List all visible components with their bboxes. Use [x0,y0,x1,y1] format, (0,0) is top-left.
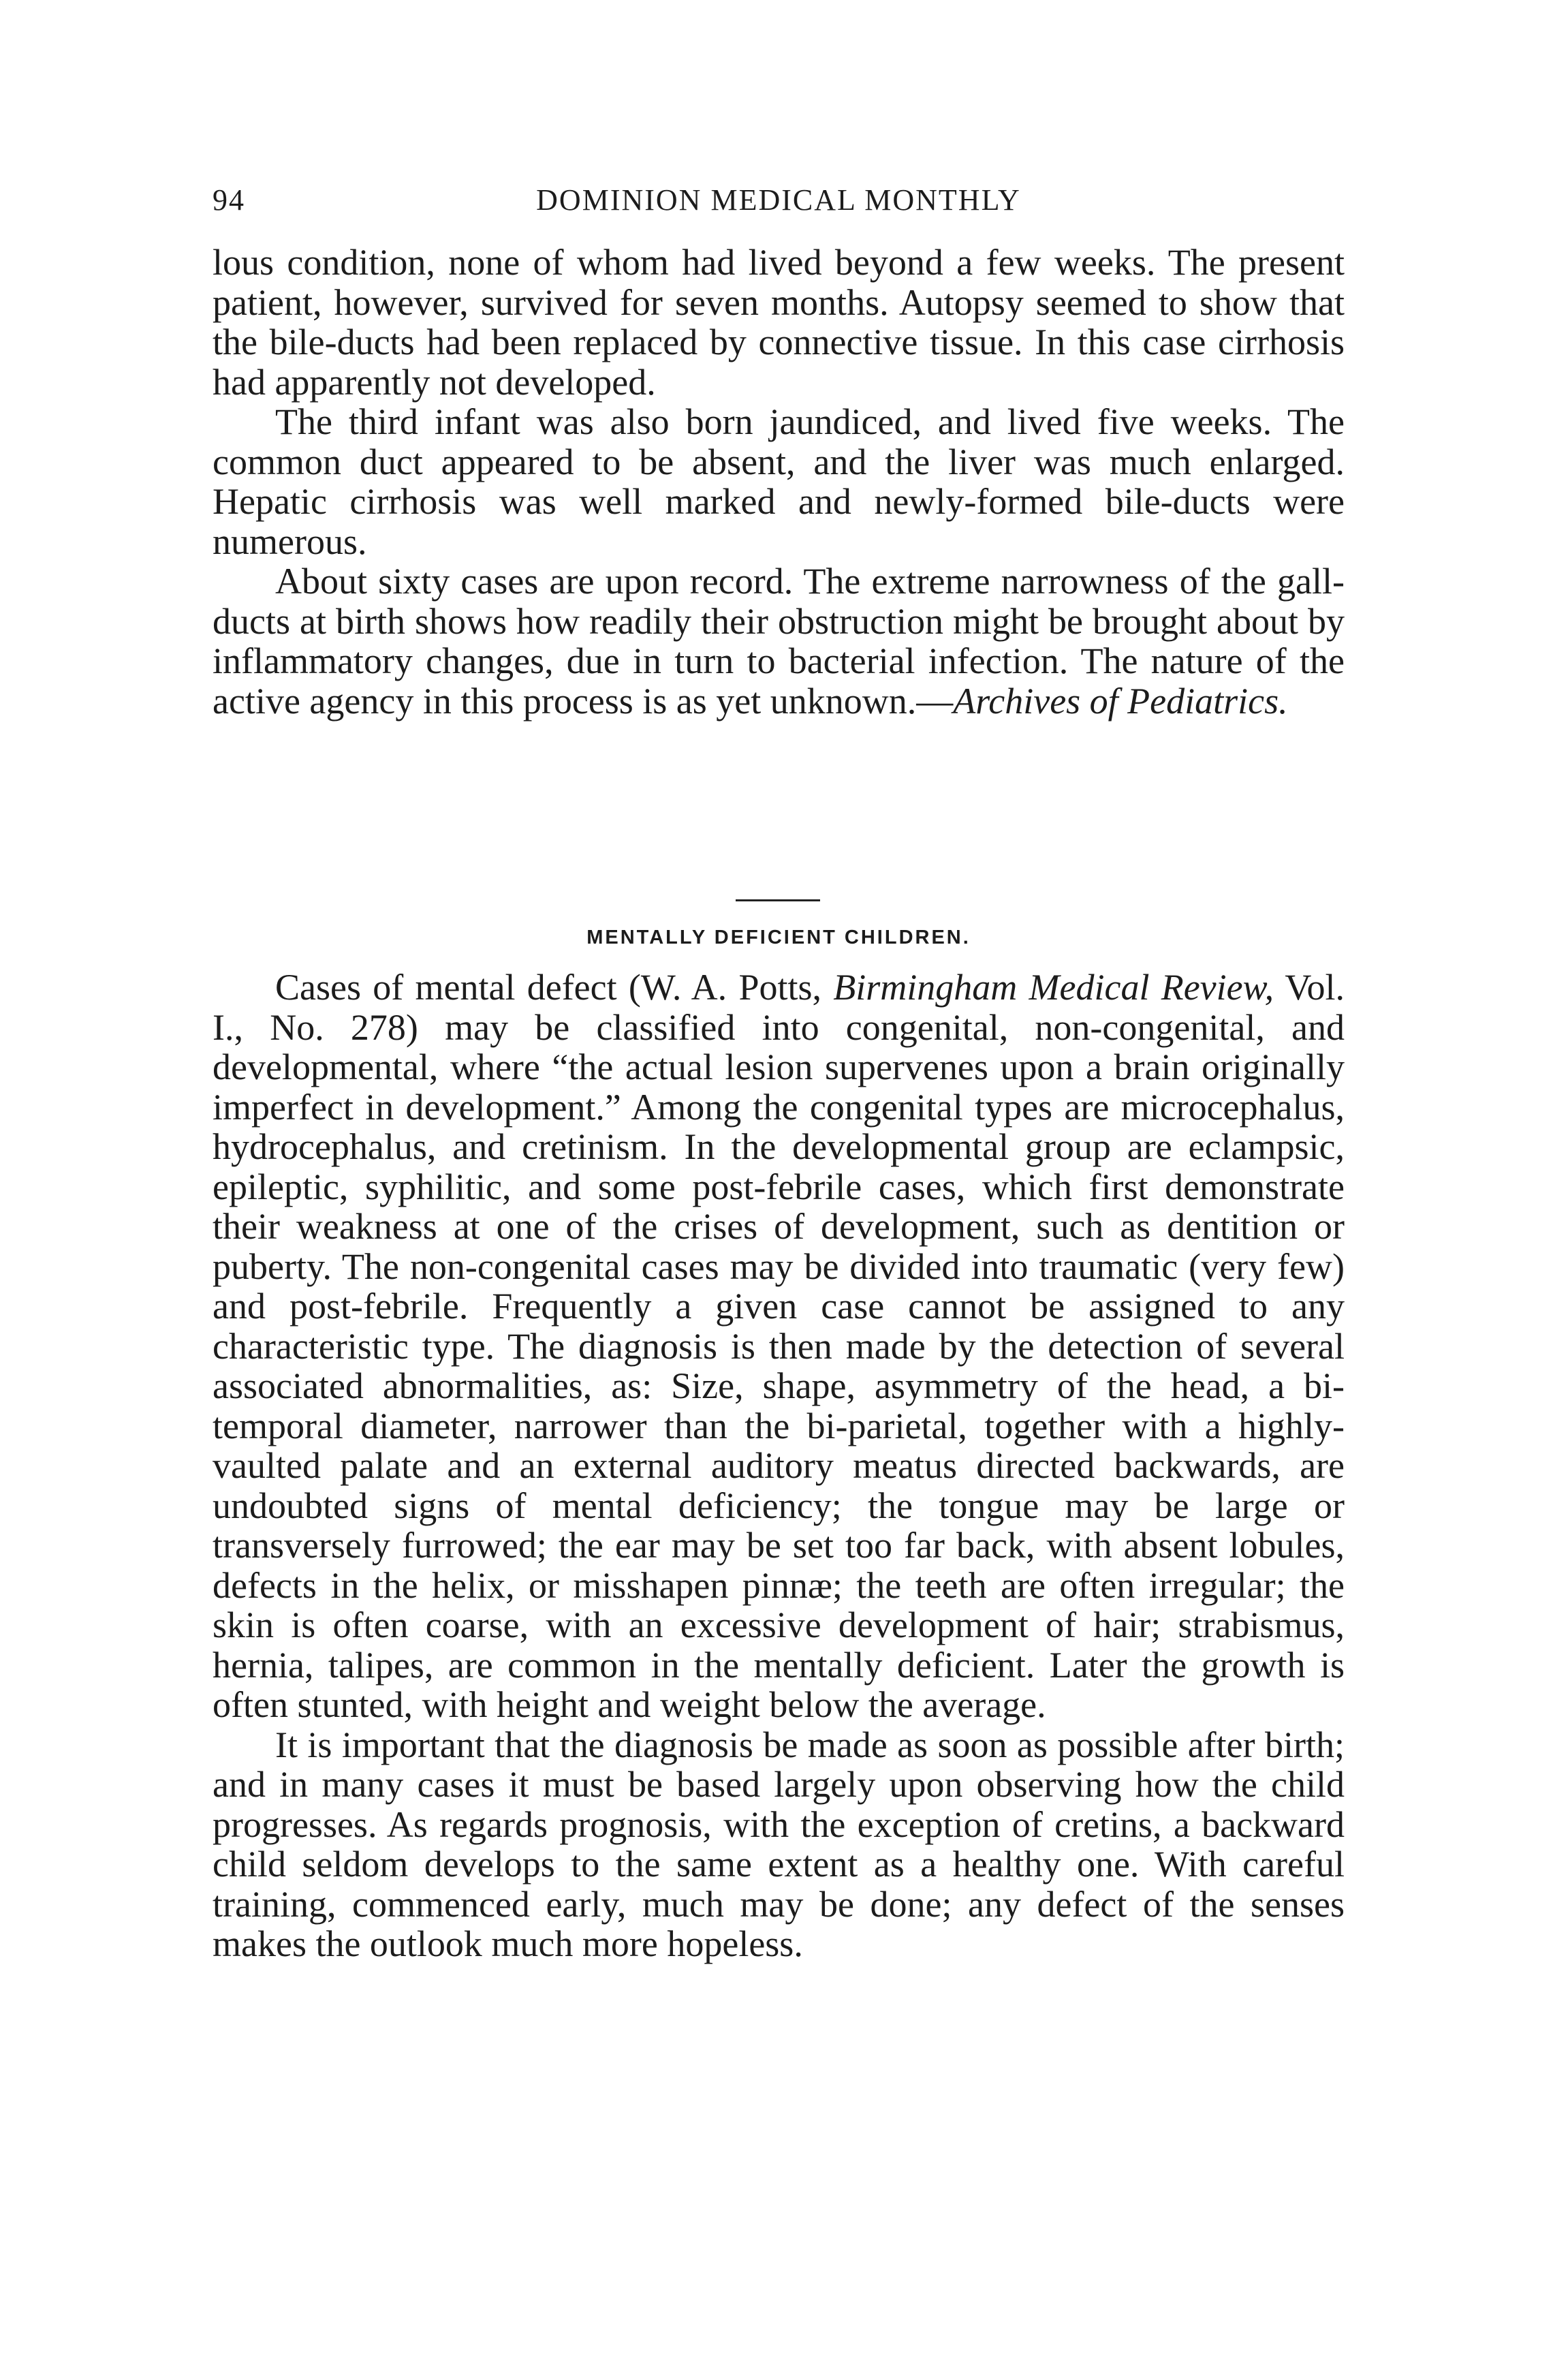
paragraph: It is important that the diagnosis be made as soon as possible after birth; and in many cases it must be based largely upon observing how the child progresses. As regards prognosis, with the exception of cretins, a backward child seldom develops to the same extent as a healthy one. With careful training, commenced early, much may be done; any defect of the senses makes the outlook much more hopeless. [213,1724,1345,1964]
paragraph [213,561,1345,721]
running-head [213,183,1345,223]
paragraph-text: Vol. I., No. 278) may be classified into congenital, non-congenital, and developmental, where “the actual lesion supervenes upon a brain originally imperfect in development.” Among the congenital types are microcephalus, hydrocephalus, and cretinism. In the developmental group are eclampsic, epileptic, syphilitic, and some post-febrile cases, which first demonstrate their weakness at one of the crises of development, such as dentition or puberty. The non-congenital cases may be divided into traumatic (very few) and post-febrile. Frequently a given case cannot be assigned to any characteristic type. The diagnosis is then made by the detection of several associated abnormalities, as: Size, shape, asymmetry of the head, a bi-temporal diameter, narrower than the bi-parietal, together with a highly-vaulted palate and an external auditory meatus directed backwards, are undoubted signs of mental deficiency; the tongue may be large or transversely furrowed; the ear may be set too far back, with absent lobules, defects in the helix, or misshapen pinnæ; the teeth are often irregular; the skin is often coarse, with an excessive development of hair; strabismus, hernia, talipes, are common in the mentally deficient. Later the growth is often stunted, with height and weight below the average. [213,967,1345,1725]
paragraph: lous condition, none of whom had lived beyond a few weeks. The present patient, however, survived for seven months. Autopsy seemed to show that the bile-ducts had been replaced by connective tissue. In this case cirrhosis had apparently not developed. [213,242,1345,403]
section-divider [736,899,820,901]
paragraph: The third infant was also born jaundiced, and lived five weeks. The common duct appeared to be absent, and the liver was much enlarged. Hepatic cirrhosis was well marked and newly-formed bile-ducts were numerous. [213,401,1345,562]
paragraph-intro: Cases of mental defect (W. A. Potts, [275,967,834,1008]
section-heading: MENTALLY DEFICIENT CHILDREN. [586,927,971,948]
paragraph-text: About sixty cases are upon record. The extreme narrowness of the gall-ducts at birth shows how readily their obstruction might be brought about by inflammatory changes, due in turn to bacterial infection. The nature of the active agency in this process is as yet unknown.— [213,561,1345,722]
source-citation: Archives of Pediatrics. [953,680,1288,722]
page-number: 94 [213,183,245,217]
article-mentally-deficient-children [213,967,1345,1964]
paragraph [213,967,1345,1725]
journal-title: DOMINION MEDICAL MONTHLY [536,183,1021,217]
article-archives-of-pediatrics [213,243,1345,721]
journal-citation: Birmingham Medical Review, [833,967,1274,1008]
